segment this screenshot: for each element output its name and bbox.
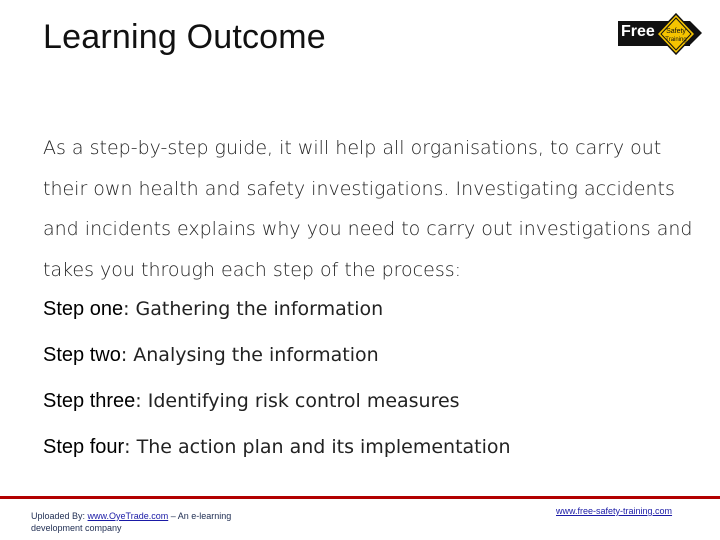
- step-label: Step one: [43, 298, 124, 320]
- svg-text:Training: Training: [665, 37, 687, 43]
- step-text: : Analysing the information: [120, 344, 379, 366]
- svg-text:Safety: Safety: [666, 28, 686, 35]
- step-label: Step three: [43, 390, 136, 412]
- step-item: [43, 384, 511, 430]
- step-text: : The action plan and its implementation: [124, 436, 511, 458]
- step-text: : Identifying risk control measures: [135, 390, 460, 412]
- uploaded-by-credit: [31, 510, 261, 534]
- step-item: [43, 430, 511, 476]
- page-title: Learning Outcome: [43, 18, 326, 56]
- step-item: [43, 292, 511, 338]
- uploaded-prefix: Uploaded By:: [31, 511, 88, 521]
- free-safety-training-logo: Free Safety Training: [616, 13, 706, 55]
- footer-divider: [0, 496, 720, 499]
- step-item: [43, 338, 511, 384]
- intro-paragraph: As a step-by-step guide, it will help all organisations, to carry out their own health and safety investigations. Investigating accidents and incidents explains why you need to carry out investigations and takes you through each step of the process:: [43, 137, 693, 281]
- uploaded-suffix: – An e-learning development company: [31, 511, 232, 533]
- steps-list: [43, 292, 511, 476]
- safety-sign-icon: [656, 13, 696, 55]
- step-text: : Gathering the information: [123, 298, 384, 320]
- step-label: Step two: [43, 344, 121, 366]
- free-safety-training-link[interactable]: www.free-safety-training.com: [556, 506, 673, 516]
- step-label: Step four: [43, 436, 125, 458]
- oyetrade-link[interactable]: www.OyeTrade.com: [87, 511, 169, 521]
